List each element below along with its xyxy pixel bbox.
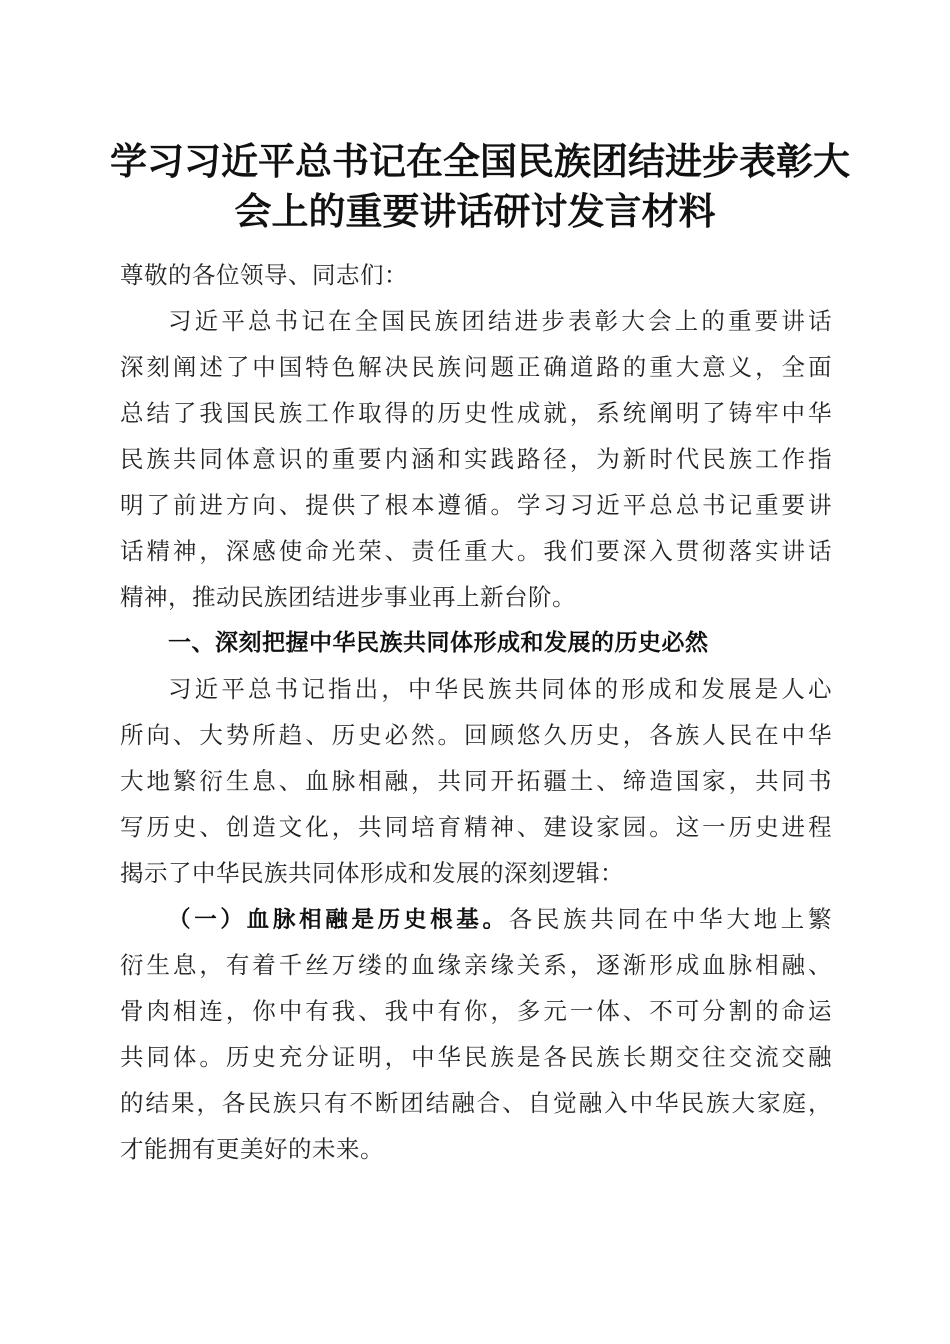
document-title — [110, 136, 850, 236]
section-line: 习近平总书记指出，中华民族共同体的形成和发展是人心 — [168, 675, 832, 703]
section-line: 所向、大势所趋、历史必然。回顾悠久历史，各族人民在中华 — [120, 721, 832, 749]
document-body — [120, 252, 832, 1172]
intro-line: 深刻阐述了中国特色解决民族问题正确道路的重大意义，全面 — [120, 353, 832, 381]
section-heading: 一、深刻把握中华民族共同体形成和发展的历史必然 — [168, 630, 709, 656]
intro-line: 习近平总书记在全国民族团结进步表彰大会上的重要讲话 — [168, 307, 832, 335]
subsection-line: 的结果，各民族只有不断团结融合、自觉融入中华民族大家庭， — [120, 1089, 832, 1117]
subsection-line: 共同体。历史充分证明，中华民族是各民族长期交往交流交融 — [120, 1043, 832, 1071]
section-line: 大地繁衍生息、血脉相融，共同开拓疆土、缔造国家，共同书 — [120, 767, 832, 795]
title-line-2: 会上的重要讲话研讨发言材料 — [234, 189, 716, 233]
subsection-heading: （一）血脉相融是历史根基。 — [168, 907, 509, 933]
section-line: 写历史、创造文化，共同培育精神、建设家园。这一历史进程 — [120, 813, 832, 841]
title-line-1: 学习习近平总书记在全国民族团结进步表彰大 — [110, 139, 850, 183]
intro-line: 话精神，深感使命光荣、责任重大。我们要深入贯彻落实讲话 — [120, 537, 832, 565]
salutation: 尊敬的各位领导、同志们： — [120, 261, 408, 289]
intro-line: 总结了我国民族工作取得的历史性成就，系统阐明了铸牢中华 — [120, 399, 832, 427]
intro-line: 民族共同体意识的重要内涵和实践路径，为新时代民族工作指 — [120, 445, 832, 473]
subsection-line: 衍生息，有着千丝万缕的血缘亲缘关系，逐渐形成血脉相融、 — [120, 951, 832, 979]
section-line: 揭示了中华民族共同体形成和发展的深刻逻辑： — [120, 859, 624, 887]
intro-line: 明了前进方向、提供了根本遵循。学习习近平总总书记重要讲 — [120, 491, 832, 519]
intro-line: 精神，推动民族团结进步事业再上新台阶。 — [120, 583, 576, 611]
subsection-line: 骨肉相连，你中有我、我中有你，多元一体、不可分割的命运 — [120, 997, 832, 1025]
subsection-first-line — [120, 896, 832, 942]
subsection-line: 才能拥有更美好的未来。 — [120, 1135, 384, 1163]
subsection-text: 各民族共同在中华大地上繁 — [508, 905, 832, 933]
